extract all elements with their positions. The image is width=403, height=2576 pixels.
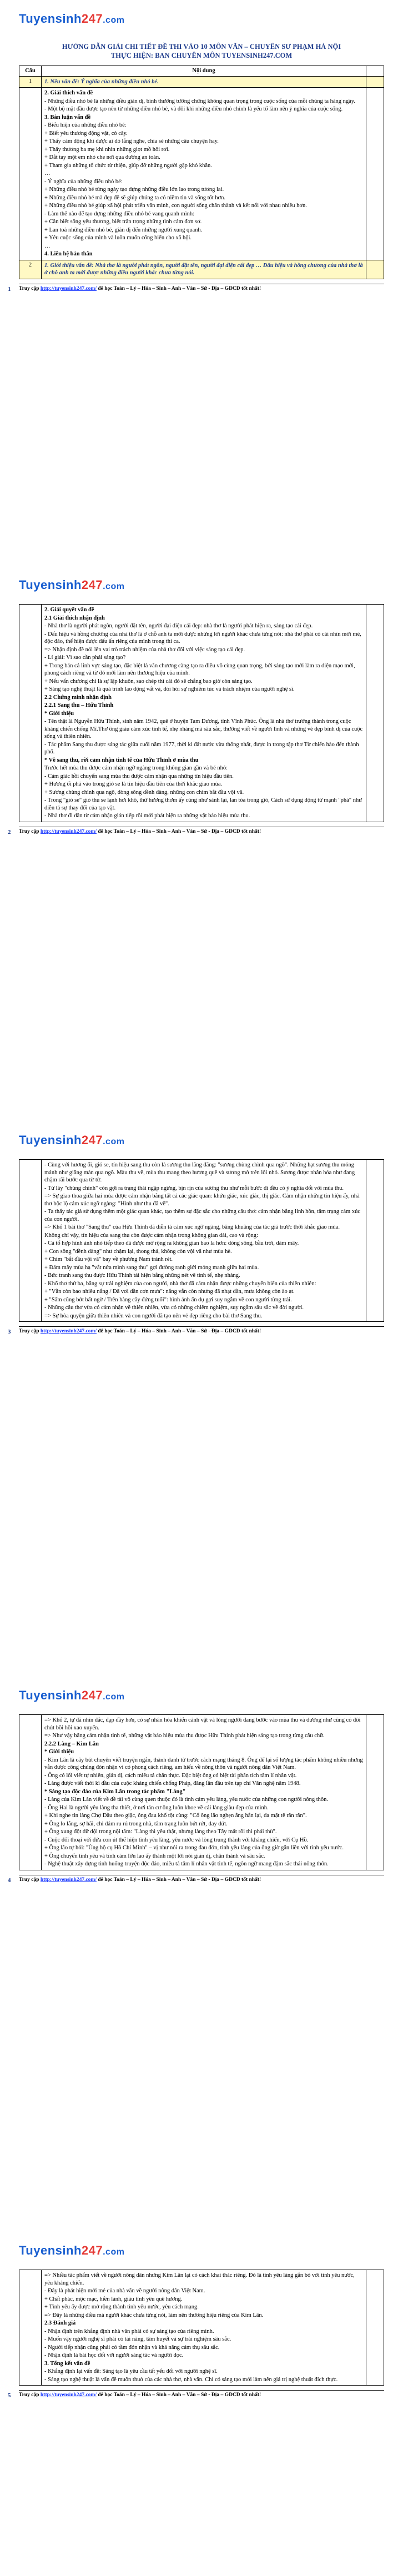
footer-link[interactable]: http://tuyensinh247.com/ [40,285,97,291]
content-line: 2.2.2 Làng – Kim Lân [44,1740,99,1747]
cell-content [42,260,366,279]
cell-content [42,605,366,822]
footer-link[interactable]: http://tuyensinh247.com/ [40,2392,97,2398]
footer-suffix: để học Toán – Lý – Hóa – Sinh – Anh – Văn – Sử - Địa – GDCD tốt nhất! [98,2392,261,2398]
content-line: - Những câu thơ vừa có cảm nhận về thiên nhiên, vừa có những chiêm nghiệm, suy ngẫm sâu sắc về đời người. [44,1305,304,1311]
page-3 [0,1121,403,1610]
content-line: + Sương chùng chình qua ngõ, dòng sông dềnh dàng, những con chim bắt đầu vội vã. [44,789,244,796]
content-line: 1. Giới thiệu vấn đề: Nhà thơ là người phát ngôn, người đặt tên, người đại diện cái đẹp … Đấu hiệu và hồng chương của nhà thơ là ở chỗ anh ta mới được những điều người khác chưa từng nói. [44,262,363,276]
content-line: + Đám mây mùa hạ "vắt nửa mình sang thu" gợi đường ranh giới mỏng manh giữa hai mùa. [44,1264,259,1271]
page-footer [8,827,384,836]
content-line: => Nhận định đề nói lên vai trò trách nhiệm của nhà thơ đối với việc sáng tạo cái đẹp. [44,646,245,653]
content-line: - Lí giải: Vì sao cần phải sáng tạo? [44,655,126,661]
footer-link[interactable]: http://tuyensinh247.com/ [40,828,97,834]
page-footer [8,1326,384,1335]
content-line: - Ông có lối viết tự nhiên, giản dị, cách miêu tả chân thực. Đặc biệt ông có biệt tài phân tích tâm lí nhân vật. [44,1772,297,1779]
content-line: => Khổ 1 bài thơ "Sang thu" của Hữu Thỉnh đã diễn tả cảm xúc ngỡ ngàng, bâng khuâng của tác giả trước thời khắc giao mùa. [44,1224,340,1230]
cell-content [42,88,366,260]
content-line: - Ý nghĩa của những điều nhỏ bé: [44,178,123,185]
page-number: 3 [8,1329,11,1335]
page-footer [8,284,384,293]
content-line: + Nếu vấn chương chỉ là sự lặp khuôn, sao chép thì cái đó sẽ chẳng bao giờ còn sáng tạo. [44,678,253,685]
cell-cau [19,88,42,260]
content-line: + Ông chuyển tình yêu và tình cảm lớn lao ấy thành một lời nói giản dị, chân thành và sâu sắc. [44,1853,265,1859]
content-line: - Nghệ thuật xây dựng tình huống truyện độc đáo, miêu tả tâm lí nhân vật tinh tế, ngôn ngữ mang đậm sắc thái nông thôn. [44,1861,329,1867]
cell-content [42,1715,366,1870]
footer-suffix: để học Toán – Lý – Hóa – Sinh – Anh – Văn – Sử - Địa – GDCD tốt nhất! [98,1329,261,1334]
content-line: - Làng của Kim Lân viết về đề tài vô cùng quen thuộc đó là tình cảm yêu làng, yêu nước của những con người nông thôn. [44,1797,329,1803]
cell-diem [366,88,384,260]
site-logo[interactable] [19,1688,124,1703]
page-number: 2 [8,828,11,836]
content-line: - Người tiếp nhận cũng phải có tầm đón nhận và khả năng cảm thụ sâu sắc. [44,2344,220,2351]
logo-domain: .com [103,582,125,591]
content-line: 2. Giải quyết vấn đề [44,607,94,613]
logo-main: Tuyensinh [19,2243,82,2257]
answer-row [19,1160,384,1322]
content-line: - Nhận định là bài học đối với người sáng tác và người đọc. [44,2352,184,2358]
content-line: - Biểu hiện của những điều nhỏ bé: [44,122,127,128]
header-cau: Câu [19,66,42,77]
content-line: - Ta thấy tác giả sử dụng thêm một giác quan khác, tạo thêm sự đặc sắc cho những câu thơ: cảm nhận bằng linh hồn, tâm trạng cảm xúc của con người. [44,1209,360,1222]
footer-suffix: để học Toán – Lý – Hóa – Sinh – Anh – Văn – Sử - Địa – GDCD tốt nhất! [98,1876,261,1883]
content-line: + Ông xung đột dữ dội trong nội tâm: "Làng thì yêu thật, nhưng làng theo Tây mất rồi thì phải thù". [44,1829,277,1835]
content-line: + Những điều nhỏ bé từng ngày tạo dựng những điều lớn lao trong tương lai. [44,187,224,193]
content-line: - Trong "gió se" gió thu se lạnh hơi khô, thứ hương thơm ấy cũng như sánh lại, lan tỏa trong gió, Cách sử dụng động từ mạnh "phả" như diễn tả sự thay đổi của tạo vật. [44,797,362,811]
header-noi-dung: Nội dung [42,66,366,77]
content-line: - Bức tranh sang thu được Hữu Thỉnh tái hiện bằng những nét vẽ tinh tế, nhẹ nhàng. [44,1272,240,1279]
page-2 [0,566,403,1055]
content-line: + Ông lo lắng, sợ hãi, chỉ dám ru rú trong nhà, tâm trạng luôn bứt rứt, day dứt. [44,1820,228,1827]
question-row [19,260,384,279]
content-line: - Cùng với hương ổi, gió se, tín hiệu sang thu còn là sương thu lãng đãng: "sương chùng chình qua ngõ". Những hạt sương thu mỏng mảnh như giăng màn qua ngõ. Màu thu về, mùa thu mang theo hương quê và sương mờ trên lối nhỏ. Sương được nhân hóa như đang chậm rãi bước qua từ từ. [44,1162,355,1183]
footer-suffix: để học Toán – Lý – Hóa – Sinh – Anh – Văn – Sử - Địa – GDCD tốt nhất! [98,285,261,291]
content-line: + Lan toả những điều nhỏ bé, giản dị đến những người xung quanh. [44,227,203,233]
logo-main: Tuyensinh [19,1133,82,1147]
content-line: - Nhà thơ đi dần từ cảm nhận gián tiếp rồi mới phát hiện ra những vật báo hiệu mùa thu. [44,813,250,819]
content-line: … [44,243,51,249]
content-line: - Làm thế nào để tạo dựng những điều nhỏ bé vang quanh mình: [44,210,195,217]
content-line: + Biết yêu thương động vật, cỏ cây. [44,130,128,137]
content-line: + Ông lão tự hỏi: "Ủng hộ cụ Hồ Chí Minh" – vị như nói ra trong đau đớn, tình yêu làng của ông giờ gắn liền với tình yêu nước. [44,1845,344,1851]
content-line: - Tác phẩm Sang thu được sáng tác giữa cuối năm 1977, thời kì đất nước vừa thống nhất, được in trong tập thơ Từ chiến hào đến thành phố. [44,741,359,755]
cell-content [42,1160,366,1322]
content-line: - Muốn vậy người nghệ sĩ phải có tài năng, tâm huyết và sự trải nghiệm sâu sắc. [44,2336,231,2342]
logo-number: 247 [81,578,103,592]
content-line: + Cần biết sống yêu thương, biết trân trọng những tình cảm đơn sơ. [44,219,202,225]
content-line: => Khổ 2, tự đã nhìn đắc, đạp đầy hơn, có sự nhân hóa khiến cảnh vật và lòng người đang bước vào mùa thu và dường như cũng có đôi chút bồi hồi xao xuyến. [44,1717,361,1731]
footer-prefix: Truy cập [19,1329,39,1334]
cell-diem [366,260,384,279]
answer-row [19,605,384,822]
answer-table [19,66,384,279]
content-line: 2. Giải thích vấn đề [44,90,93,96]
cell-diem [366,1160,384,1322]
page-header [19,566,384,604]
content-line: - Cả tổ hợp hình ảnh nhỏ tiếp theo đã được mở rộng ra không gian bao la hơn: dòng sông, bầu trời, đám mây. [44,1240,299,1246]
content-line: => Đây là những điều mà người khác chưa từng nói, làm nên thương hiệu riêng của Kim Lân. [44,2312,264,2318]
content-line: - Một bộ mặt đầu được tạo nên từ những điều nhỏ bé, và đôi khi những điều nhỏ chính là yếu tố làm nên ý nghĩa của cuộc sống. [44,106,343,112]
cell-diem [366,605,384,822]
page-number: 5 [8,2392,11,2399]
logo-domain: .com [103,2247,125,2257]
content-line: + Thấy thương ba mẹ khi nhìn những giọt mồ hôi rơi. [44,146,170,153]
content-line: + Con sông "dềnh dàng" như chậm lại, thong thả, không còn vội vã như mùa hè. [44,1248,232,1255]
site-logo[interactable] [19,2243,124,2258]
page-number: 1 [8,285,11,293]
page-1 [0,0,403,500]
title-line-1: HƯỚNG DẪN GIẢI CHI TIẾT ĐỀ THI VÀO 10 MÔN VĂN – CHUYÊN SƯ PHẠM HÀ NỘI [62,43,341,51]
content-line: + Sáng tạo nghệ thuật là quá trình lao động vất vả, đòi hỏi sự nghiêm túc và trách nhiệm của người nghệ sĩ. [44,686,295,692]
question-row [19,76,384,88]
logo-number: 247 [81,12,103,26]
content-line: - Cuộc đối thoại với đứa con út thể hiện tình yêu làng, yêu nước và lòng trung thành với kháng chiến, với Cụ Hồ. [44,1837,309,1843]
answer-table [19,1714,384,1870]
content-line: 2.2.1 Sang thu – Hữu Thỉnh [44,702,114,708]
logo-domain: .com [103,16,125,25]
answer-row [19,88,384,260]
cell-cau [19,605,42,822]
content-line: + Tham gia những tổ chức từ thiện, giúp đỡ những người gặp khó khăn. [44,162,212,169]
content-line: 3. Bàn luận vấn đề [44,114,91,120]
page-number: 4 [8,1876,11,1884]
content-line: Không chỉ vậy, tín hiệu của sang thu còn được cảm nhận trong không gian dài, cao và rộng: [44,1232,258,1239]
footer-suffix: để học Toán – Lý – Hóa – Sinh – Anh – Văn – Sử - Địa – GDCD tốt nhất! [98,828,261,834]
page-header [19,0,384,38]
content-line: + Trong bản cả linh vực sáng tạo, đặc biệt là văn chương càng tạo ra điều vô cùng quan trọng, bởi sáng tạo mới làm ra diện mạo mới, phong cách riêng và từ đó mới làm nên thương hiệu của mình. [44,662,355,676]
content-line: + Tình yêu ấy được mở rộng thành tình yêu nước, yêu cách mạng. [44,2304,199,2310]
cell-cau: 1 [19,76,42,88]
content-line: + Những điều nhỏ bé giúp xã hội phát triển văn minh, con người sống chân thành và kết nối với nhau nhiều hơn. [44,203,307,209]
answer-table [19,1159,384,1322]
content-line: + "Sấm cũng bớt bất ngờ / Trên hàng cây đứng tuổi": hình ảnh ẩn dụ gợi suy ngẫm về con người từng trải. [44,1296,292,1303]
content-line: + Thấy cảm động khi được ai đó lắng nghe, chia sẻ những câu chuyện hay. [44,138,219,144]
content-line: - Kim Lân là cây bút chuyên viết truyện ngắn, thành danh từ trước cách mạng tháng 8. Ông để lại số lượng tác phẩm không nhiều nhưng vẫn được công chúng đón nhận vì có phong cách riêng, am hiểu về nông thôn và người nông dân Việt Nam. [44,1757,363,1770]
footer-prefix: Truy cập [19,828,39,834]
content-line: * Giới thiệu [44,710,74,717]
content-line: - Những điều nhỏ bé là những điều giản dị, bình thường tưởng chừng không quan trọng trong cuộc sống của mỗi chúng ta hàng ngày. [44,98,355,104]
site-logo[interactable] [19,578,124,592]
logo-main: Tuyensinh [19,12,82,26]
content-line: 2.2 Chứng minh nhận định [44,694,112,701]
content-line: 2.3 Đánh giá [44,2320,76,2326]
cell-cau: 2 [19,260,42,279]
content-line: 3. Tổng kết vấn đề [44,2360,90,2367]
content-line: - Nhận định trên khẳng định nhà văn phải có sự sáng tạo của riêng mình. [44,2328,214,2334]
document-title [19,42,384,60]
title-line-2: THỰC HIỆN: BAN CHUYÊN MÔN TUYENSINH247.COM [110,52,293,59]
logo-number: 247 [81,1688,103,1702]
site-logo[interactable] [19,1133,124,1148]
content-line: - Đây là phát hiện mới mẻ của nhà văn về người nông dân Việt Nam. [44,2288,205,2294]
cell-cau [19,1715,42,1870]
cell-diem [366,2270,384,2386]
table-header-row [19,66,384,77]
logo-number: 247 [81,1133,103,1147]
logo-domain: .com [103,1137,125,1146]
cell-diem [366,76,384,88]
content-line: - Khẳng định lại vấn đề: Sáng tạo là yêu cầu tất yếu đối với người nghệ sĩ. [44,2368,218,2374]
header-diem [366,66,384,77]
content-line: => Như vậy bằng cảm nhận tinh tế, những vật báo hiệu mùa thu được Hữu Thỉnh phát hiện sáng tạo trong từng câu chữ. [44,1733,325,1739]
content-line: => Nhiều tác phẩm viết về người nông dân nhưng Kim Lân lại có cách khai thác riêng. Đó là tình yêu làng gắn bó với tình yêu nước, yêu kháng chiến. [44,2272,355,2286]
cell-cau [19,2270,42,2386]
content-line: - Tên thật là Nguyễn Hữu Thỉnh, sinh năm 1942, quê ở huyện Tam Dương, tỉnh Vĩnh Phúc. Ông là nhà thơ trưởng thành trong cuộc kháng chiến chống Mĩ.Thơ ông giàu cảm xúc tinh tế, nhẹ nhàng mà sâu sắc, thường viết về người lính và những vẻ đẹp bình dị của cuộc sống và thiên nhiên. [44,718,363,739]
content-line: - Từ láy "chùng chình" còn gợi ra trạng thái ngập ngừng, bịn rịn của sương thu như mỗi bước đi đều có ý nghĩa đối với mùa thu. [44,1185,344,1191]
footer-link[interactable]: http://tuyensinh247.com/ [40,1876,97,1883]
content-line: - Cảm giác hồi chuyển sang mùa thu được cảm nhận qua những tín hiệu đầu tiên. [44,773,234,779]
content-line: - Khổ thơ thứ ba, bằng sự trải nghiệm của con người, nhà thơ đã cảm nhận được những chuyển biến của thiên nhiên: [44,1280,316,1287]
page-header [19,1121,384,1159]
content-line: + Những điều nhỏ bé mà đẹp đẽ sẽ giúp chúng ta có niềm tin và sống tốt hơn. [44,194,225,201]
content-line: 2.1 Giải thích nhận định [44,615,105,621]
content-line: + Dắt tay một em nhỏ che nơi qua đường an toàn. [44,154,160,160]
site-logo[interactable] [19,12,124,26]
page-header [19,1677,384,1714]
content-line: + Chim "bắt đầu vội vã" bay về phương Nam tránh rét. [44,1256,173,1262]
footer-prefix: Truy cập [19,285,39,291]
content-line: + Khi nghe tin làng Chợ Dầu theo giặc, ông đau khổ tột cùng: "Cổ ông lão nghẹn ắng hẳn lại, da mặt tê rân rân". [44,1813,307,1819]
content-line: + Chất phác, mộc mạc, hiền lành, giàu tình yêu quê hương. [44,2296,183,2302]
footer-prefix: Truy cập [19,1876,39,1883]
footer-prefix: Truy cập [19,2392,39,2398]
answer-row [19,2270,384,2386]
page-header [19,2232,384,2270]
answer-row [19,1715,384,1870]
page-footer [8,1875,384,1884]
content-line: => Sự hòa quyện giữa thiên nhiên và con người đã tạo nên vẻ đẹp riêng cho bài thơ Sang thu. [44,1312,263,1319]
answer-table [19,2270,384,2386]
content-line: + Hương ổi phả vào trong gió se là tín hiệu đầu tiên của thời khắc giao mùa. [44,781,223,787]
page-footer [8,2390,384,2399]
content-line: 1. Nêu vấn đề: Ý nghĩa của những điều nhỏ bé. [44,78,159,85]
logo-number: 247 [81,2243,103,2257]
content-line: … [44,170,51,177]
content-line: Trước hết mùa thu được cảm nhận ngỡ ngàng trong không gian gần và bé nhỏ: [44,765,228,771]
content-line: * Sáng tạo độc đáo của Kim Lân trong tác phẩm "Làng" [44,1788,186,1795]
page-4 [0,1677,403,2165]
content-line: 4. Liên hệ bản thân [44,251,93,257]
content-line: - Sáng tạo nghệ thuật là vấn đề muôn thuở của các nhà thơ, nhà văn. Chỉ có sáng tạo mới làm nên giá trị nghệ thuật đích thực. [44,2376,338,2383]
content-line: - Làng được viết thời kì đầu của cuộc kháng chiến chống Pháp, đăng lần đầu trên tạp chí Văn nghệ năm 1948. [44,1780,301,1787]
content-line: * Về sang thu, rời cảm nhận tinh tế của Hữu Thỉnh ở mùa thu [44,757,199,763]
answer-table [19,604,384,822]
cell-cau [19,1160,42,1322]
content-line: + Yêu cuộc sống của mình và luôn muốn cống hiến cho xã hội. [44,235,192,241]
logo-domain: .com [103,1692,125,1702]
footer-link[interactable]: http://tuyensinh247.com/ [40,1329,97,1334]
cell-content [42,2270,366,2386]
content-line: + "Vẫn còn bao nhiêu nắng / Đã vơi dần cơn mưa": nắng vẫn còn nhưng đã nhạt dần, mưa không còn ào ạt. [44,1289,295,1295]
content-line: - Ông Hai là người yêu làng tha thiết, ở nơi tản cư ông luôn khoe về cái làng giàu đẹp của mình. [44,1804,269,1811]
content-line: - Nhà thơ là người phát ngôn, người đặt tên, người đại diện cái đẹp: nhà thơ là người phát hiện ra, sáng tạo cái đẹp. [44,623,313,629]
cell-diem [366,1715,384,1870]
page-5 [0,2232,403,2576]
content-line: => Sự giao thoa giữa hai mùa được cảm nhận bằng tất cả các giác quan: khứu giác, xúc giác, thị giác. Cảm nhận những tín hiệu ấy, nhà thơ bộc lộ cảm xúc ngỡ ngàng: "Hình như thu đã về". [44,1193,360,1207]
content-line: - Dấu hiệu và hồng chương của nhà thơ là ở chỗ anh ta mới được những lời người khác chưa từng nói: nhà thơ phải có cái nhìn mới mẻ, độc đáo, thể hiện được dấu ấn riêng của mình trong thi ca. [44,631,361,645]
logo-main: Tuyensinh [19,1688,82,1702]
content-line: * Giới thiệu [44,1749,74,1755]
logo-main: Tuyensinh [19,578,82,592]
cell-content [42,76,366,88]
